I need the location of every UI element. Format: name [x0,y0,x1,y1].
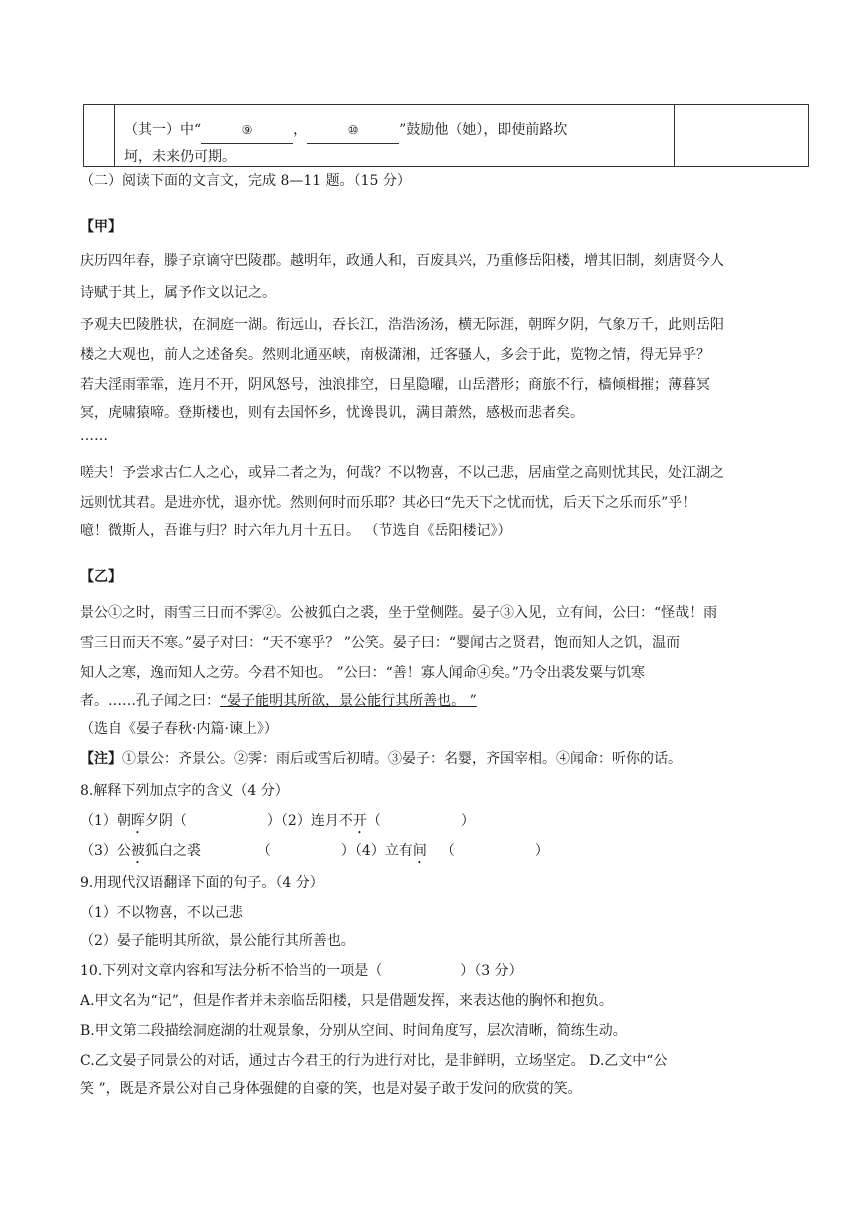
q8-row-2: （3）公被狐白之裘 （ ）（4）立有间 （ ） [80,843,549,859]
q9-item: （1）不以物喜，不以己悲 [80,905,243,921]
answer-table-fragment [83,104,809,167]
jia-line: 诗赋于其上，属予作文以记之。 [80,285,276,301]
jia-line: 若夫淫雨霏霏，连月不开，阴风怒号，浊浪排空，日星隐曜，山岳潜形；商旅不行，樯倾楫摧；薄暮冥 [80,377,710,393]
jia-line: 楼之大观也，前人之述备矣。然则北通巫峡，南极潇湘，迁客骚人，多会于此，览物之情，得无异乎？ [80,347,710,363]
q10-option-a: A.甲文名为“记”，但是作者并未亲临岳阳楼，只是借题发挥，来表达他的胸怀和抱负。 [80,993,613,1009]
jia-heading: 【甲】 [80,219,122,235]
table-line-1: （其一）中“ ⑨ ， ⑩ ”鼓励他（她），即使前路坎 [124,117,664,144]
table-line-2: 坷，未来仍可期。 [124,149,236,165]
jia-line: 予观夫巴陵胜状，在洞庭一湖。衔远山，吞长江，浩浩汤汤，横无际涯，朝晖夕阴，气象万千，此则岳阳 [80,317,724,333]
yi-source: （选自《晏子春秋·内篇·谏上》） [80,721,278,737]
blank-9[interactable]: ⑨ [201,117,293,144]
ellipsis: …… [80,428,108,444]
table-cell-content [124,117,664,170]
q10-option-cd: C.乙文晏子同景公的对话，通过古今君王的行为进行对比，是非鲜明，立场坚定。 D.乙文中“公 [80,1053,668,1069]
q9-item: （2）晏子能明其所欲，景公能行其所善也。 [80,933,355,949]
q10-title: 10.下列对文章内容和写法分析不恰当的一项是（ ）（3 分） [80,963,523,979]
yi-line: 知人之寒，逸而知人之劳。今君不知也。 ”公曰：“善！寡人闻命④矣。”乃令出裘发粟与饥寒 [80,665,645,681]
jia-line: 远则忧其君。是进亦忧，退亦忧。然则何时而乐耶？其必曰“先天下之忧而忧，后天下之乐而乐”乎！ [80,495,697,511]
q9-title: 9.用现代汉语翻译下面的句子。（4 分） [80,875,324,891]
section-intro: （二）阅读下面的文言文，完成 8—11 题。（15 分） [80,173,411,189]
yi-line: 景公①之时，雨雪三日而不霁②。公被狐白之裘，坐于堂侧陛。晏子③入见，立有间，公曰：“怪哉！雨 [80,605,718,621]
table-cell-left [84,105,115,166]
q8-title: 8.解释下列加点字的含义（4 分） [80,783,289,799]
q10-option-d-cont: 笑 ”，既是齐景公对自己身体强健的自豪的笑，也是对晏子敢于发问的欣赏的笑。 [80,1081,582,1097]
q10-option-b: B.甲文第二段描绘洞庭湖的壮观景象，分别从空间、时间角度写，层次清晰，简练生动。 [80,1023,627,1039]
yi-note: 【注】①景公：齐景公。②霁：雨后或雪后初晴。③晏子：名婴，齐国宰相。④闻命：听你的话。 [80,751,682,767]
q8-row-1: （1）朝晖夕阴（ ）（2）连月不开（ ） [80,813,475,829]
yi-heading: 【乙】 [80,569,122,585]
jia-line: 嗟夫！予尝求古仁人之心，或异二者之为，何哉？不以物喜，不以己悲，居庙堂之高则忧其民，处江湖之 [80,465,724,481]
jia-line: 庆历四年春，滕子京谪守巴陵郡。越明年，政通人和，百废具兴，乃重修岳阳楼，增其旧制，刻唐贤今人 [80,253,724,269]
table-cell-right [674,105,808,166]
yi-line: 雪三日而天不寒。”晏子对曰：“天不寒乎？ ”公笑。晏子曰：“婴闻古之贤君，饱而知人之饥，温而 [80,635,681,651]
jia-line: 冥，虎啸猿啼。登斯楼也，则有去国怀乡，忧谗畏讥，满目萧然，感极而悲者矣。 [80,405,584,421]
yi-line-last: 者。……孔子闻之曰：“晏子能明其所欲，景公能行其所善也。 ” [80,693,477,709]
jia-line: 噫！微斯人，吾谁与归？时六年九月十五日。 （节选自《岳阳楼记》） [80,523,512,539]
underlined-sentence: “晏子能明其所欲，景公能行其所善也。 ” [220,693,477,709]
blank-10[interactable]: ⑩ [307,117,399,144]
